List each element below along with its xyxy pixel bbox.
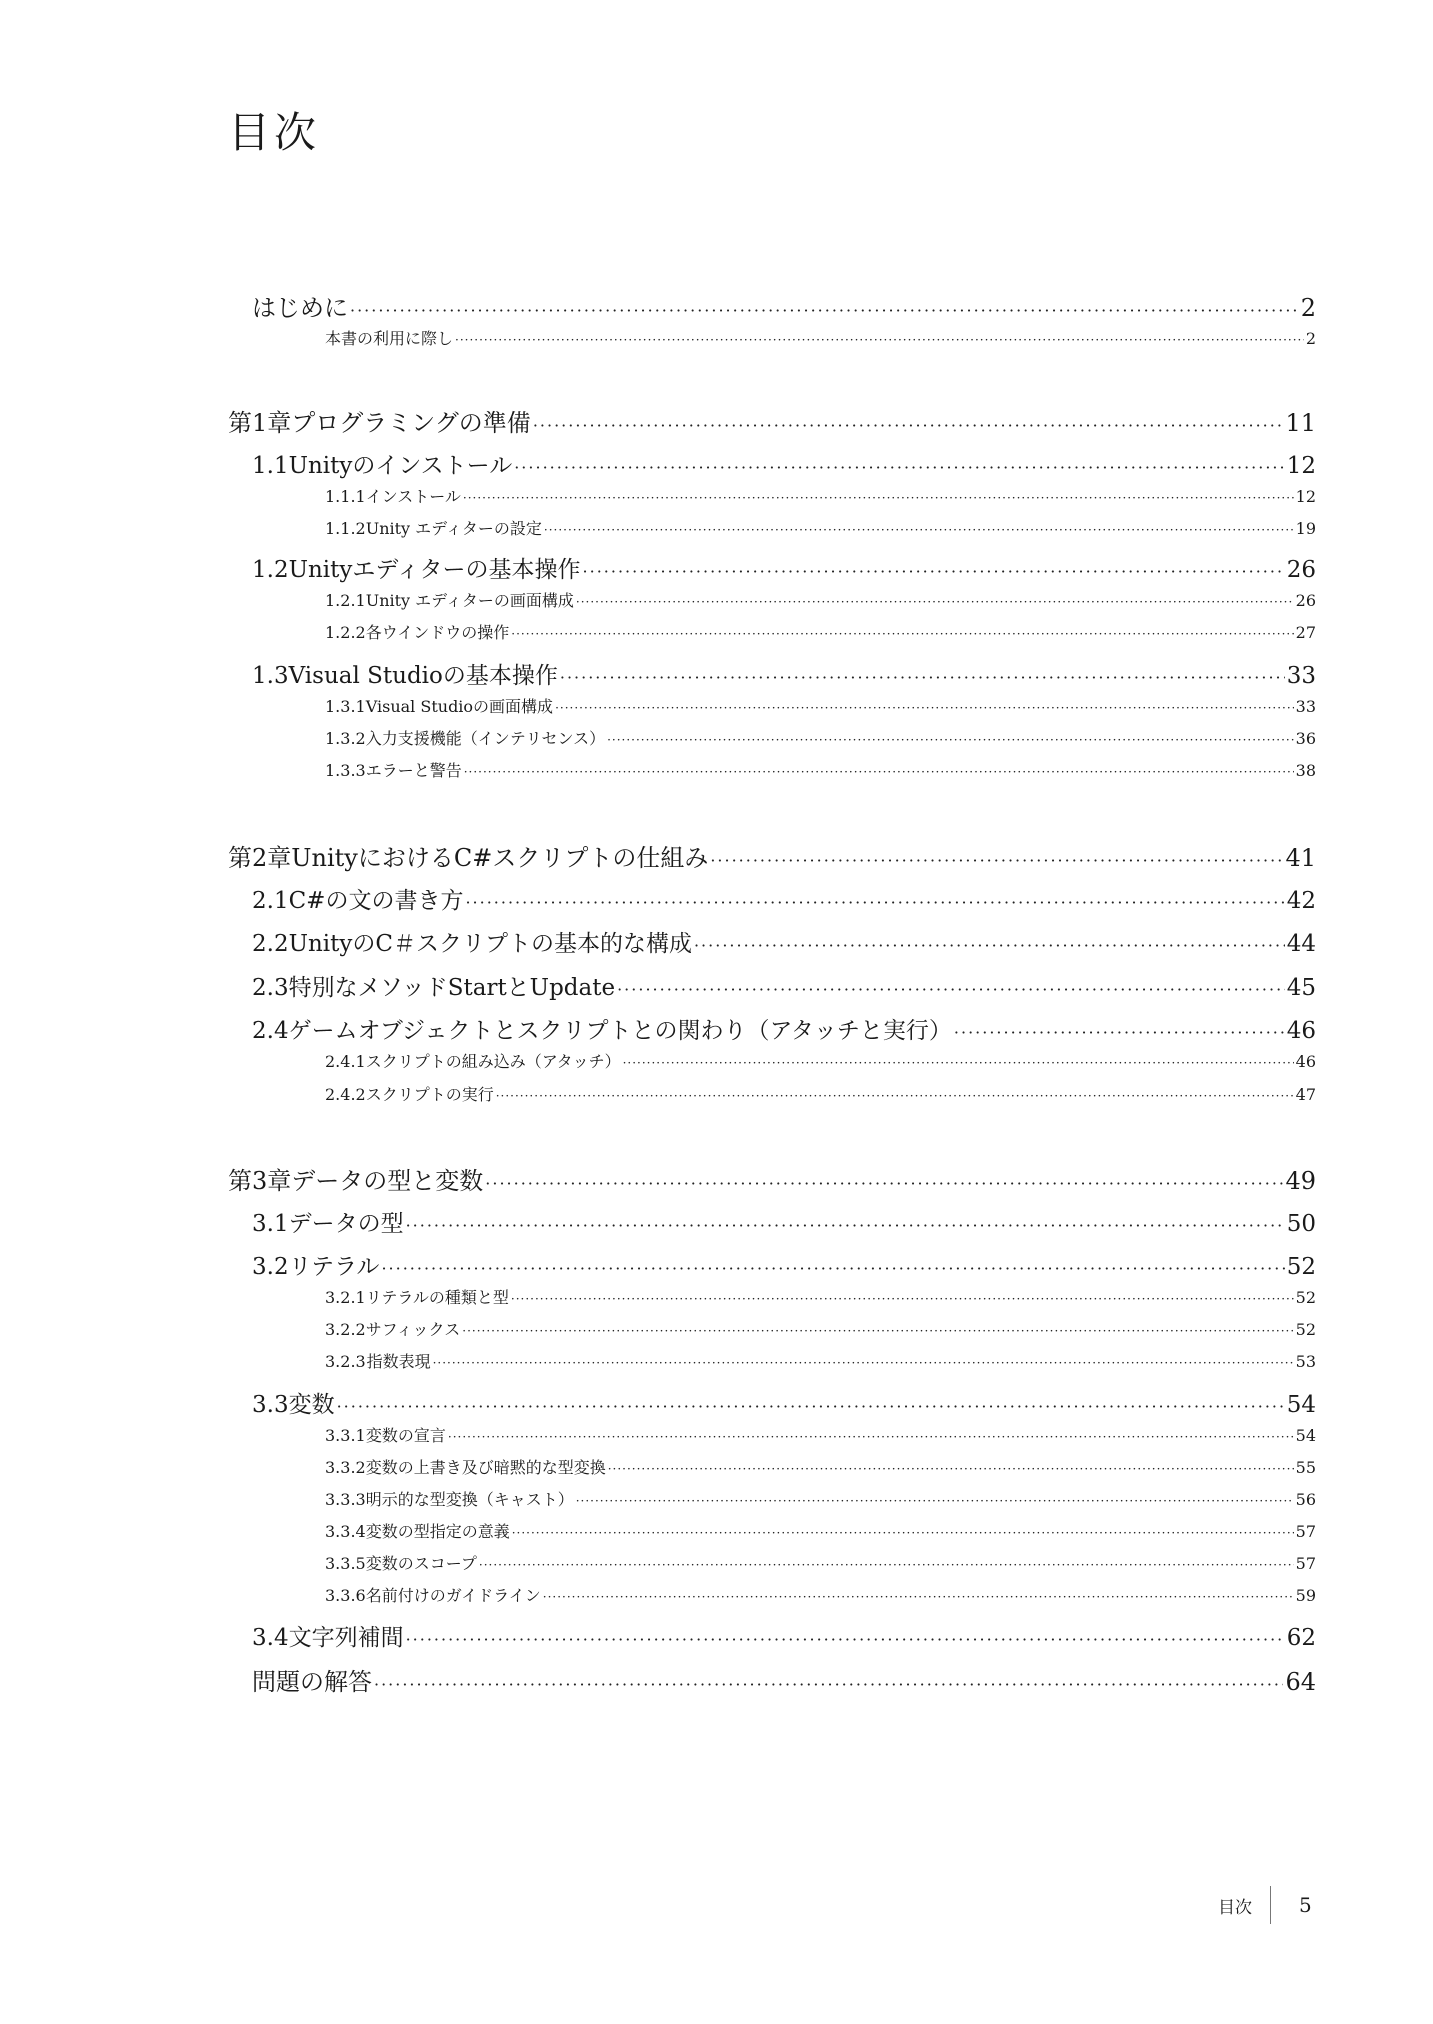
entry-page: 64 — [1285, 1668, 1316, 1696]
subsection-page: 26 — [1295, 591, 1316, 610]
section-title: UnityのC＃スクリプトの基本的な構成 — [288, 931, 692, 957]
toc-section[interactable] — [252, 882, 1316, 915]
subsection-number: 2.4.2 — [325, 1085, 366, 1104]
section-number: 2.4 — [252, 1018, 289, 1044]
toc-subsection[interactable] — [325, 1049, 1316, 1072]
subsection-number: 3.3.4 — [325, 1522, 366, 1541]
toc-subsection[interactable] — [325, 1349, 1316, 1372]
subsection-page: 57 — [1295, 1522, 1316, 1541]
dot-leader — [617, 975, 1285, 1001]
section-page: 33 — [1286, 663, 1316, 689]
subsection-page: 57 — [1295, 1554, 1316, 1573]
subsection-page: 19 — [1295, 519, 1316, 538]
subsection-number: 3.2.3 — [325, 1352, 366, 1371]
subsection-page: 12 — [1295, 487, 1316, 506]
toc-subsection[interactable] — [325, 1082, 1316, 1105]
section-number: 1.2 — [252, 557, 289, 583]
dot-leader — [406, 1625, 1285, 1651]
dot-leader — [337, 1392, 1285, 1418]
subsection-number: 1.2.1 — [325, 591, 366, 610]
subsection-title: 名前付けのガイドライン — [365, 1586, 541, 1605]
section-number: 1.1 — [252, 453, 289, 479]
toc-subsection[interactable] — [325, 1519, 1316, 1542]
toc-section[interactable] — [252, 1386, 1316, 1419]
dot-leader — [465, 888, 1284, 914]
subsection-page: 53 — [1295, 1352, 1316, 1371]
toc-subsection[interactable] — [325, 1317, 1316, 1340]
dot-leader — [954, 1018, 1285, 1044]
toc-chapter[interactable] — [228, 838, 1316, 873]
dot-leader — [560, 663, 1285, 689]
entry-label: 本書の利用に際し — [325, 329, 454, 348]
section-page: 50 — [1286, 1211, 1316, 1237]
section-page: 26 — [1286, 557, 1316, 583]
entry-page: 2 — [1305, 329, 1316, 348]
chapter-page: 11 — [1285, 409, 1316, 437]
subsection-title: 各ウインドウの操作 — [365, 623, 510, 642]
dot-leader — [511, 1288, 1294, 1307]
page-footer — [1218, 1886, 1312, 1924]
section-title: 変数 — [288, 1392, 335, 1418]
section-title: Visual Studioの基本操作 — [288, 663, 558, 689]
subsection-number: 1.1.2 — [325, 519, 366, 538]
section-number: 1.3 — [252, 663, 289, 689]
dot-leader — [485, 1167, 1283, 1195]
toc-section[interactable] — [252, 925, 1316, 958]
section-number: 2.2 — [252, 931, 289, 957]
section-page: 54 — [1286, 1392, 1316, 1418]
section-title: C#の文の書き方 — [288, 888, 464, 914]
subsection-title: 変数のスコープ — [365, 1554, 477, 1573]
chapter-title: データの型と変数 — [291, 1167, 484, 1195]
dot-leader — [623, 1052, 1294, 1071]
subsection-number: 2.4.1 — [325, 1052, 366, 1071]
subsection-page: 55 — [1295, 1458, 1316, 1477]
subsection-number: 1.3.3 — [325, 761, 366, 780]
dot-leader — [406, 1211, 1285, 1237]
subsection-title: 入力支援機能（インテリセンス） — [365, 729, 606, 748]
dot-leader — [463, 487, 1294, 506]
subsection-number: 1.3.2 — [325, 729, 366, 748]
subsection-number: 3.2.2 — [325, 1320, 366, 1339]
toc-subsection[interactable] — [325, 1423, 1316, 1446]
subsection-number: 3.2.1 — [325, 1288, 366, 1307]
toc-subsection[interactable] — [325, 1285, 1316, 1308]
subsection-page: 33 — [1295, 697, 1316, 716]
subsection-title: 明示的な型変換（キャスト） — [365, 1490, 574, 1509]
subsection-title: 変数の上書き及び暗黙的な型変換 — [365, 1458, 606, 1477]
running-footer-label: 目次 — [1218, 1897, 1252, 1918]
toc-section[interactable] — [252, 551, 1316, 584]
chapter-page: 49 — [1285, 1167, 1316, 1195]
dot-leader — [350, 294, 1299, 322]
section-title: リテラル — [288, 1254, 380, 1280]
toc-subsection[interactable] — [325, 1455, 1316, 1478]
subsection-number: 3.3.5 — [325, 1554, 366, 1573]
section-page: 12 — [1286, 453, 1316, 479]
dot-leader — [448, 1426, 1294, 1445]
subsection-number: 3.3.6 — [325, 1586, 366, 1605]
chapter-number: 第3章 — [228, 1167, 292, 1195]
page-number: 5 — [1299, 1893, 1312, 1917]
section-number: 3.1 — [252, 1211, 289, 1237]
subsection-title: 変数の型指定の意義 — [365, 1522, 510, 1541]
entry-label: 問題の解答 — [252, 1668, 372, 1696]
section-title: Unityエディターの基本操作 — [288, 557, 581, 583]
section-title: ゲームオブジェクトとスクリプトとの関わり（アタッチと実行） — [288, 1018, 952, 1044]
page-title: 目次 — [228, 108, 321, 157]
toc-subsection[interactable] — [325, 1551, 1316, 1574]
dot-leader — [514, 453, 1285, 479]
toc-subsection[interactable] — [325, 758, 1316, 781]
toc-section[interactable] — [252, 657, 1316, 690]
subsection-title: 変数の宣言 — [365, 1426, 446, 1445]
chapter-number: 第1章 — [228, 409, 292, 437]
dot-leader — [607, 729, 1294, 748]
entry-label: はじめに — [252, 294, 348, 322]
dot-leader — [543, 1586, 1294, 1605]
subsection-page: 56 — [1295, 1490, 1316, 1509]
chapter-number: 第2章 — [228, 844, 292, 872]
section-number: 3.2 — [252, 1254, 289, 1280]
toc-subsection[interactable] — [325, 694, 1316, 717]
dot-leader — [374, 1668, 1283, 1696]
subsection-page: 52 — [1295, 1320, 1316, 1339]
toc-entry-front[interactable] — [252, 288, 1316, 323]
subsection-page: 27 — [1295, 623, 1316, 642]
dot-leader — [464, 761, 1294, 780]
subsection-title: Unity エディターの画面構成 — [365, 591, 574, 610]
subsection-number: 3.3.1 — [325, 1426, 366, 1445]
toc-entry-front-sub[interactable] — [325, 326, 1316, 349]
subsection-number: 1.3.1 — [325, 697, 366, 716]
section-number: 3.3 — [252, 1392, 289, 1418]
subsection-number: 1.1.1 — [325, 487, 366, 506]
section-page: 46 — [1286, 1018, 1316, 1044]
chapter-title: プログラミングの準備 — [291, 409, 531, 437]
section-title: 文字列補間 — [288, 1625, 404, 1651]
section-page: 45 — [1286, 975, 1316, 1001]
subsection-number: 3.3.2 — [325, 1458, 366, 1477]
toc-section[interactable] — [252, 1205, 1316, 1238]
dot-leader — [462, 1320, 1293, 1339]
entry-page: 2 — [1300, 294, 1316, 322]
section-number: 2.1 — [252, 888, 289, 914]
dot-leader — [496, 1085, 1294, 1104]
dot-leader — [433, 1352, 1294, 1371]
subsection-title: Unity エディターの設定 — [365, 519, 542, 538]
subsection-number: 1.2.2 — [325, 623, 366, 642]
toc-section[interactable] — [252, 447, 1316, 480]
toc-subsection[interactable] — [325, 484, 1316, 507]
dot-leader — [583, 557, 1285, 583]
toc-subsection[interactable] — [325, 1487, 1316, 1510]
subsection-title: エラーと警告 — [365, 761, 462, 780]
toc-entry-answers[interactable] — [252, 1662, 1316, 1697]
dot-leader — [455, 329, 1304, 348]
dot-leader — [576, 591, 1294, 610]
subsection-page: 54 — [1295, 1426, 1316, 1445]
dot-leader — [479, 1554, 1294, 1573]
subsection-title: スクリプトの実行 — [365, 1085, 494, 1104]
section-page: 42 — [1286, 888, 1316, 914]
subsection-title: サフィックス — [365, 1320, 461, 1339]
section-page: 44 — [1286, 931, 1316, 957]
subsection-title: 指数表現 — [366, 1352, 431, 1371]
section-number: 2.3 — [252, 975, 289, 1001]
dot-leader — [694, 931, 1285, 957]
section-title: データの型 — [288, 1211, 404, 1237]
subsection-title: Visual Studioの画面構成 — [365, 697, 554, 716]
section-title: 特別なメソッドStartとUpdate — [288, 975, 616, 1001]
subsection-page: 36 — [1295, 729, 1316, 748]
toc-section[interactable] — [252, 1012, 1316, 1045]
subsection-title: スクリプトの組み込み（アタッチ） — [365, 1052, 621, 1071]
toc-section[interactable] — [252, 1619, 1316, 1652]
toc-section[interactable] — [252, 1248, 1316, 1281]
dot-leader — [576, 1490, 1294, 1509]
toc-subsection[interactable] — [325, 726, 1316, 749]
section-page: 52 — [1286, 1254, 1316, 1280]
dot-leader — [608, 1458, 1294, 1477]
toc-section[interactable] — [252, 969, 1316, 1002]
subsection-title: インストール — [365, 487, 461, 506]
dot-leader — [710, 844, 1283, 872]
subsection-page: 46 — [1295, 1052, 1316, 1071]
subsection-page: 38 — [1295, 761, 1316, 780]
subsection-page: 52 — [1295, 1288, 1316, 1307]
toc-subsection[interactable] — [325, 588, 1316, 611]
section-number: 3.4 — [252, 1625, 289, 1651]
dot-leader — [555, 697, 1294, 716]
subsection-title: リテラルの種類と型 — [365, 1288, 509, 1307]
chapter-page: 41 — [1285, 844, 1316, 872]
dot-leader — [512, 1522, 1294, 1541]
chapter-title: UnityにおけるC#スクリプトの仕組み — [291, 844, 709, 872]
section-page: 62 — [1286, 1625, 1316, 1651]
toc-subsection[interactable] — [325, 1583, 1316, 1606]
footer-divider — [1270, 1886, 1271, 1924]
toc-chapter[interactable] — [228, 403, 1316, 438]
dot-leader — [381, 1254, 1284, 1280]
dot-leader — [511, 623, 1293, 642]
dot-leader — [533, 409, 1284, 437]
subsection-number: 3.3.3 — [325, 1490, 366, 1509]
subsection-page: 59 — [1295, 1586, 1316, 1605]
dot-leader — [544, 519, 1294, 538]
section-title: Unityのインストール — [288, 453, 513, 479]
toc-subsection[interactable] — [325, 620, 1316, 643]
toc-subsection[interactable] — [325, 516, 1316, 539]
subsection-page: 47 — [1295, 1085, 1316, 1104]
toc-chapter[interactable] — [228, 1161, 1316, 1196]
